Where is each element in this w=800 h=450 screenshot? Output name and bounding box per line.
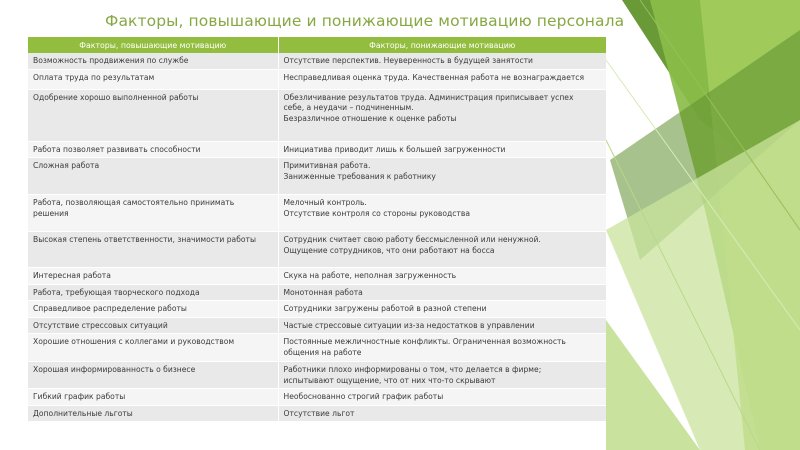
cell-increasing: Одобрение хорошо выполненной работы (28, 89, 278, 141)
table-row (28, 53, 606, 69)
cell-decreasing: Инициатива приводит лишь к большей загруженности (278, 141, 606, 158)
cell-decreasing: Мелочный контроль. Отсутствие контроля со стороны руководства (278, 195, 606, 232)
table-row (28, 69, 606, 89)
table-row (28, 389, 606, 406)
cell-decreasing: Постоянные межличностные конфликты. Ограниченная возможность общения на работе (278, 334, 606, 362)
cell-increasing: Хорошие отношения с коллегами и руководством (28, 334, 278, 362)
table-row (28, 317, 606, 334)
table-row (28, 284, 606, 301)
table-row (28, 362, 606, 389)
cell-decreasing: Примитивная работа. Заниженные требования к работнику (278, 158, 606, 195)
table-header-row (28, 37, 606, 53)
cell-decreasing: Сотрудники загружены работой в разной степени (278, 301, 606, 318)
cell-increasing: Возможность продвижения по службе (28, 53, 278, 69)
table-row (28, 89, 606, 141)
cell-increasing: Работа, позволяющая самостоятельно принимать решения (28, 195, 278, 232)
cell-decreasing: Монотонная работа (278, 284, 606, 301)
cell-increasing: Гибкий график работы (28, 389, 278, 406)
cell-increasing: Хорошая информированность о бизнесе (28, 362, 278, 389)
table-row (28, 268, 606, 285)
cell-decreasing: Отсутствие льгот (278, 405, 606, 422)
motivation-factors-table (28, 37, 606, 422)
cell-increasing: Дополнительные льготы (28, 405, 278, 422)
cell-decreasing: Частые стрессовые ситуации из-за недостатков в управлении (278, 317, 606, 334)
table-row (28, 334, 606, 362)
cell-increasing: Отсутствие стрессовых ситуаций (28, 317, 278, 334)
cell-decreasing: Скука на работе, неполная загруженность (278, 268, 606, 285)
cell-increasing: Сложная работа (28, 158, 278, 195)
cell-increasing: Работа, требующая творческого подхода (28, 284, 278, 301)
table-row (28, 141, 606, 158)
column-header-increasing: Факторы, повышающие мотивацию (28, 37, 278, 53)
cell-decreasing: Работники плохо информированы о том, что делается в фирме; испытывают ощущение, что от них что-то скрывают (278, 362, 606, 389)
cell-decreasing: Обезличивание результатов труда. Администрация приписывает успех себе, а неудачи – подчиненным. Безразличное отношение к оценке работы (278, 89, 606, 141)
table-row (28, 405, 606, 422)
cell-increasing: Работа позволяет развивать способности (28, 141, 278, 158)
table-row (28, 232, 606, 268)
cell-decreasing: Несправедливая оценка труда. Качественная работа не вознаграждается (278, 69, 606, 89)
cell-increasing: Интересная работа (28, 268, 278, 285)
cell-increasing: Высокая степень ответственности, значимости работы (28, 232, 278, 268)
cell-decreasing: Отсутствие перспектив. Неуверенность в будущей занятости (278, 53, 606, 69)
cell-decreasing: Необоснованно строгий график работы (278, 389, 606, 406)
page-title: Факторы, повышающие и понижающие мотивацию персонала (105, 12, 625, 30)
table-row (28, 195, 606, 232)
column-header-decreasing: Факторы, понижающие мотивацию (278, 37, 606, 53)
table-row (28, 158, 606, 195)
cell-increasing: Оплата труда по результатам (28, 69, 278, 89)
table-row (28, 301, 606, 318)
cell-decreasing: Сотрудник считает свою работу бессмысленной или ненужной. Ощущение сотрудников, что они работают на босса (278, 232, 606, 268)
cell-increasing: Справедливое распределение работы (28, 301, 278, 318)
